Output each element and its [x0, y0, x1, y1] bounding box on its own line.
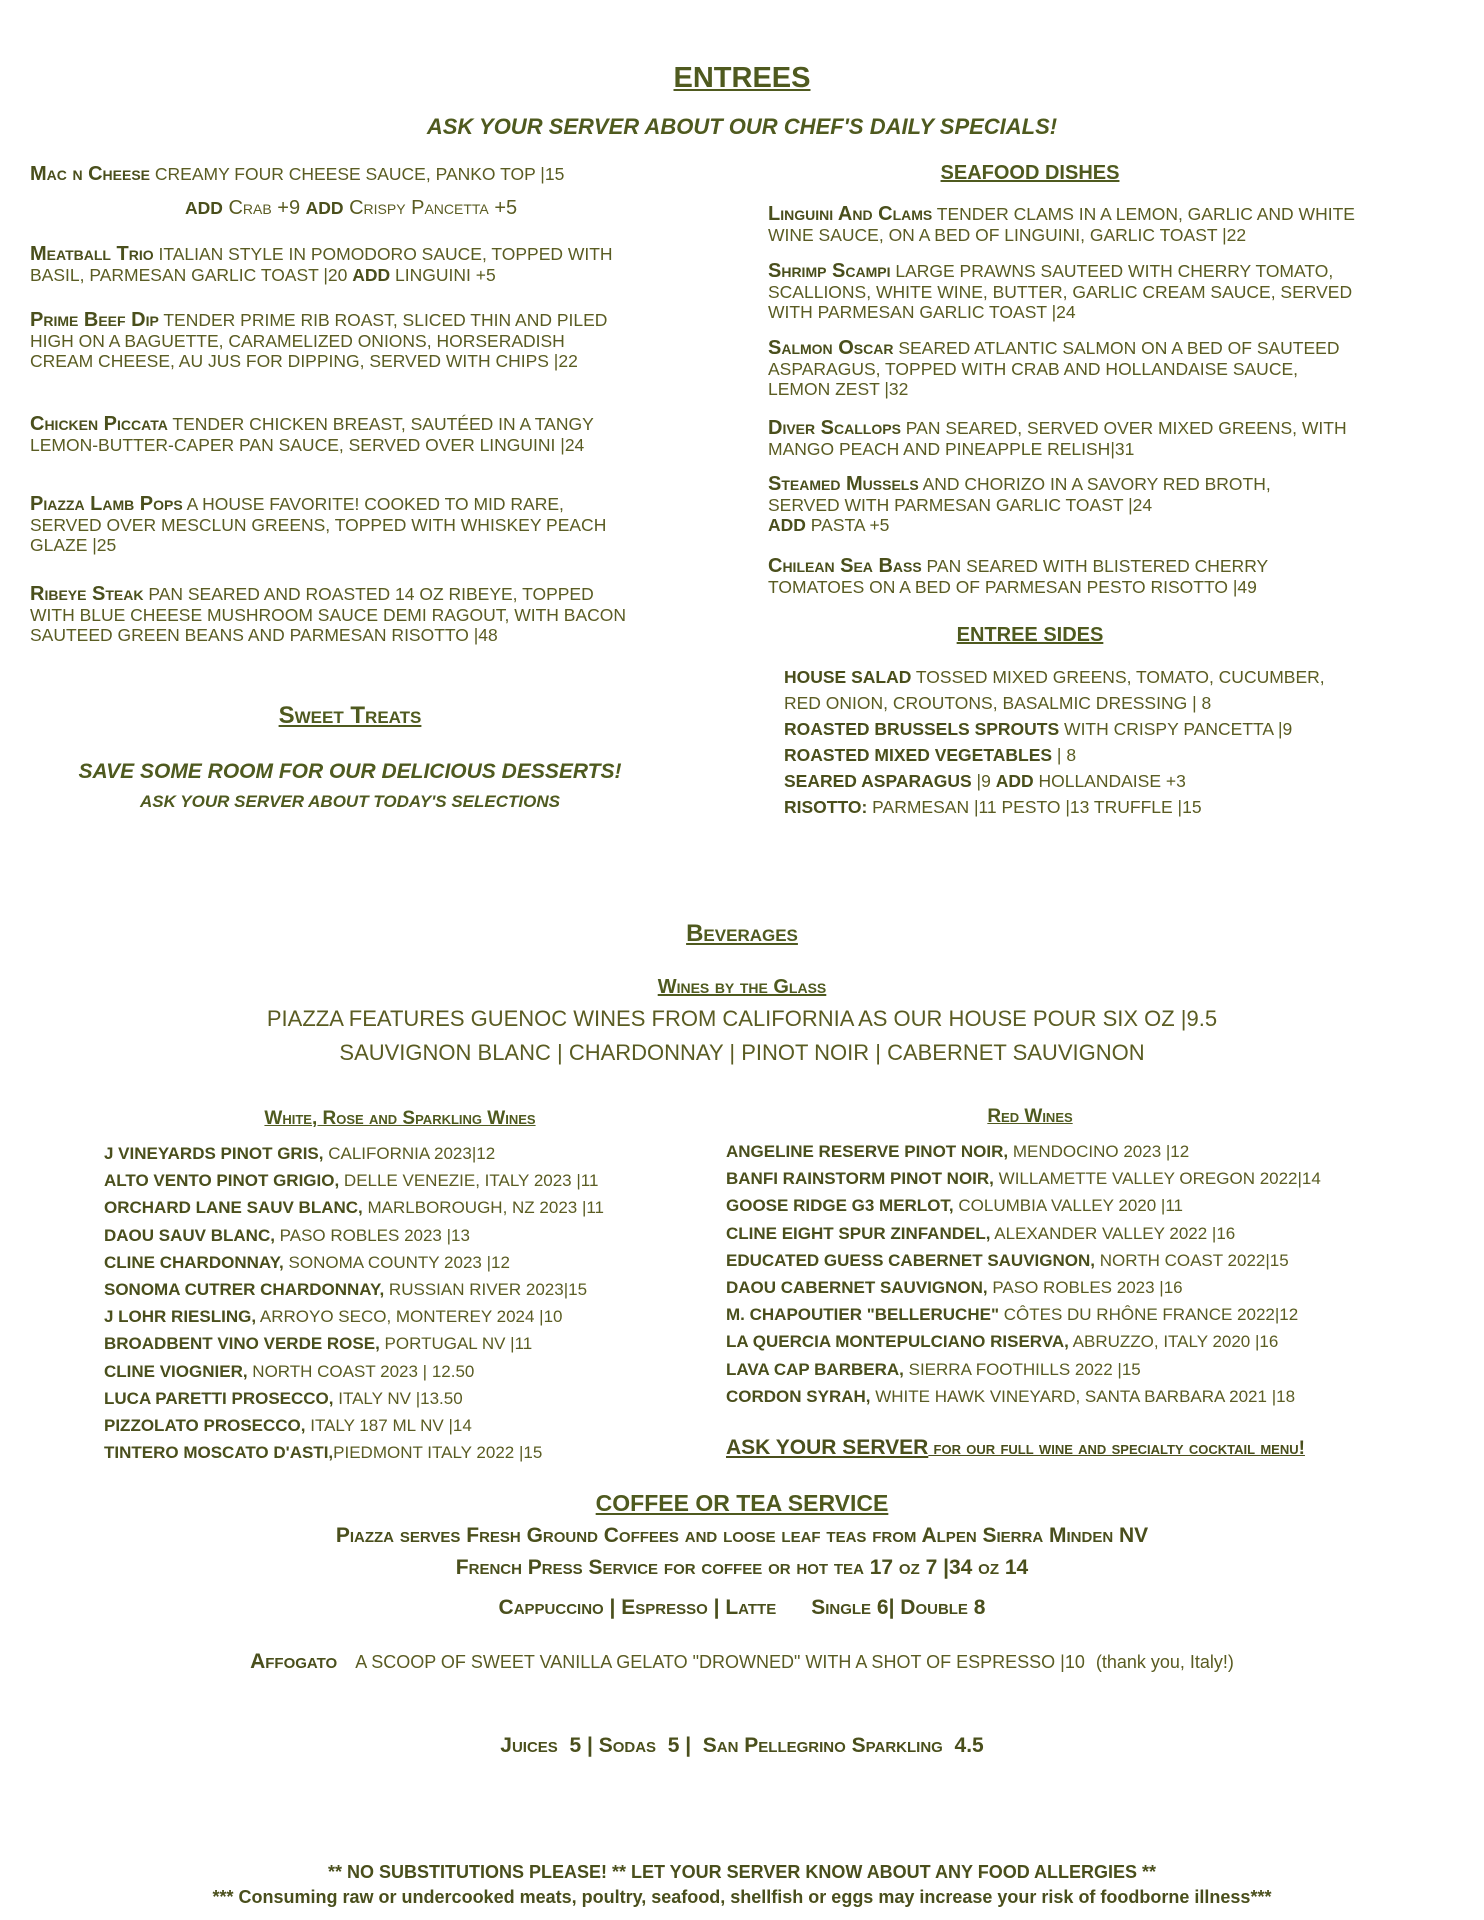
seafood-chilean-sea-bass: [768, 556, 1328, 597]
white_wines-row: [104, 1222, 744, 1249]
wine-desc: CALIFORNIA 2023|12: [323, 1144, 496, 1163]
wine-name: CORDON SYRAH,: [726, 1386, 871, 1406]
entree-prime-beef-dip: [30, 310, 630, 372]
entree-mac-n-cheese: [30, 164, 650, 185]
white_wines-row: [104, 1358, 744, 1385]
white_wines-row: [104, 1194, 744, 1221]
red_wines-row: [726, 1356, 1426, 1383]
mac-addons: [185, 198, 645, 219]
side-desc: | 8: [1052, 745, 1077, 765]
wine-desc: SONOMA COUNTY 2023 |12: [283, 1252, 510, 1272]
entree-desc: CREAMY FOUR CHEESE SAUCE, PANKO TOP |15: [150, 164, 565, 184]
addon-text: PASTA +5: [805, 515, 890, 535]
wine-desc: ITALY NV |13.50: [333, 1388, 463, 1408]
wine-name: DAOU SAUV BLANC,: [104, 1225, 275, 1245]
wine-desc: COLUMBIA VALLEY 2020 |11: [953, 1196, 1183, 1216]
wine-desc: MENDOCINO 2023 |12: [1008, 1142, 1190, 1161]
seafood-desc: TENDER CLAMS IN A LEMON, GARLIC AND WHITE WINE SAUCE, ON A BED OF LINGUINI, GARLIC TOAST |22: [768, 204, 1355, 245]
seafood-name: Chilean Sea Bass: [768, 555, 922, 577]
seafood-name: Shrimp Scampi: [768, 260, 891, 282]
entree-desc: TENDER CHICKEN BREAST, SAUTÉED IN A TANGY LEMON-BUTTER-CAPER PAN SAUCE, SERVED OVER LINGUINI |24: [30, 414, 594, 455]
seafood-name: Linguini And Clams: [768, 203, 933, 225]
red-wines-title: Red Wines: [987, 1106, 1073, 1127]
side-name: ROASTED MIXED VEGETABLES: [784, 745, 1053, 765]
red_wines-row: [726, 1138, 1426, 1165]
wine-desc: NORTH COAST 2022|15: [1095, 1250, 1289, 1270]
white_wines-row: [104, 1385, 744, 1412]
ask-server-text: for our full wine and specialty cocktail menu!: [928, 1438, 1305, 1459]
wine-desc: PORTUGAL NV |11: [379, 1334, 533, 1354]
wines-by-glass-title: Wines by the Glass: [657, 976, 827, 998]
ask-server-label: ASK YOUR SERVER: [726, 1436, 929, 1459]
sides-title: ENTREE SIDES: [956, 624, 1104, 646]
red_wines-row: [726, 1247, 1426, 1274]
coffee-line2: French Press Service for coffee or hot tea 17 oz 7 |34 oz 14: [455, 1556, 1029, 1579]
white_wines-row: [104, 1249, 744, 1276]
add-label: ADD: [768, 515, 806, 535]
entree-name: Meatball Trio: [30, 243, 154, 265]
white_wines-row: [104, 1303, 744, 1330]
entree-desc: PAN SEARED AND ROASTED 14 OZ RIBEYE, TOPPED WITH BLUE CHEESE MUSHROOM SAUCE DEMI RAGOUT, WITH BACON SAUTEED GREEN BEANS AND PARMESAN RISOTTO |48: [30, 584, 627, 645]
side-name: RISOTTO:: [784, 797, 868, 817]
wine-desc: SIERRA FOOTHILLS 2022 |15: [903, 1359, 1141, 1379]
white_wines-row: [104, 1140, 744, 1167]
red_wines-row: [726, 1165, 1426, 1192]
wine-name: TINTERO MOSCATO D'ASTI,: [104, 1443, 334, 1463]
side-name: SEARED ASPARAGUS: [784, 771, 972, 791]
wine-name: ORCHARD LANE SAUV BLANC,: [104, 1198, 363, 1218]
sweet-treats-line2: ASK YOUR SERVER ABOUT TODAY'S SELECTIONS: [140, 792, 560, 811]
entree-name: Ribeye Steak: [30, 583, 144, 605]
wine-desc: PASO ROBLES 2023 |13: [274, 1225, 470, 1245]
affogato-desc: A SCOOP OF SWEET VANILLA GELATO "DROWNED" WITH A SHOT OF ESPRESSO |10: [351, 1652, 1085, 1672]
addon-text: Crispy Pancetta +5: [343, 197, 518, 219]
entree-name: Chicken Piccata: [30, 413, 168, 435]
addon-text: HOLLANDAISE +3: [1033, 771, 1186, 791]
wine-desc: PIEDMONT ITALY 2022 |15: [333, 1443, 543, 1463]
side-risotto: [784, 794, 1364, 820]
red_wines-row: [726, 1274, 1426, 1301]
wine-name: CLINE CHARDONNAY,: [104, 1252, 284, 1272]
entrees-subtitle: ASK YOUR SERVER ABOUT OUR CHEF'S DAILY SPECIALS!: [426, 114, 1058, 139]
footer-line1: ** NO SUBSTITUTIONS PLEASE! ** LET YOUR SERVER KNOW ABOUT ANY FOOD ALLERGIES **: [327, 1862, 1157, 1882]
seafood-desc: LARGE PRAWNS SAUTEED WITH CHERRY TOMATO, SCALLIONS, WHITE WINE, BUTTER, GARLIC CREAM SAUCE, SERVED WITH PARMESAN GARLIC TOAST |24: [768, 261, 1353, 322]
wine-name: DAOU CABERNET SAUVIGNON,: [726, 1278, 988, 1298]
add-label: ADD: [185, 198, 223, 218]
wine-name: PIZZOLATO PROSECCO,: [104, 1416, 306, 1436]
red_wines-row: [726, 1192, 1426, 1219]
side-asparagus: [784, 768, 1364, 794]
coffee-line3: Cappuccino | Espresso | Latte Single 6| Double 8: [498, 1596, 986, 1619]
entree-piazza-lamb-pops: [30, 494, 640, 556]
white-wines-list: [104, 1140, 744, 1466]
add-label: ADD: [995, 771, 1034, 791]
entrees-title: ENTREES: [673, 62, 811, 94]
entree-name: Prime Beef Dip: [30, 309, 159, 331]
entree-meatball-trio: [30, 244, 630, 285]
seafood-desc: PAN SEARED WITH BLISTERED CHERRY TOMATOES ON A BED OF PARMESAN PESTO RISOTTO |49: [768, 556, 1268, 597]
wine-name: ANGELINE RESERVE PINOT NOIR,: [726, 1142, 1009, 1161]
house-varietals-line: SAUVIGNON BLANC | CHARDONNAY | PINOT NOIR | CABERNET SAUVIGNON: [339, 1040, 1145, 1065]
wine-name: J LOHR RIESLING,: [104, 1307, 257, 1327]
entree-name: Piazza Lamb Pops: [30, 493, 183, 515]
wine-name: GOOSE RIDGE G3 MERLOT,: [726, 1196, 954, 1216]
wine-desc: NORTH COAST 2023 | 12.50: [247, 1361, 475, 1381]
seafood-desc: AND CHORIZO IN A SAVORY RED BROTH, SERVED WITH PARMESAN GARLIC TOAST |24: [768, 474, 1271, 515]
affogato-line: [0, 1650, 1484, 1674]
red_wines-row: [726, 1301, 1426, 1328]
side-desc: TOSSED MIXED GREENS, TOMATO, CUCUMBER,: [911, 667, 1325, 687]
entree-chicken-piccata: [30, 414, 640, 455]
sweet-treats-line1: SAVE SOME ROOM FOR OUR DELICIOUS DESSERTS!: [78, 760, 622, 783]
entree-desc: A HOUSE FAVORITE! COOKED TO MID RARE, SERVED OVER MESCLUN GREENS, TOPPED WITH WHISKEY PEACH GLAZE |25: [30, 494, 607, 555]
seafood-name: Steamed Mussels: [768, 473, 919, 495]
wine-desc: CÔTES DU RHÔNE FRANCE 2022|12: [999, 1305, 1299, 1325]
sides-list: [784, 664, 1364, 820]
wine-name: EDUCATED GUESS CABERNET SAUVIGNON,: [726, 1250, 1095, 1270]
white_wines-row: [104, 1330, 744, 1357]
affogato-name: Affogato: [250, 1650, 338, 1673]
red-wines-list: [726, 1138, 1426, 1410]
red_wines-row: [726, 1383, 1426, 1410]
wine-name: BROADBENT VINO VERDE ROSE,: [104, 1334, 380, 1354]
wine-name: ALTO VENTO PINOT GRIGIO,: [104, 1171, 340, 1191]
white_wines-row: [104, 1167, 744, 1194]
side-mixed-veg: [784, 742, 1364, 768]
seafood-desc: SEARED ATLANTIC SALMON ON A BED OF SAUTEED ASPARAGUS, TOPPED WITH CRAB AND HOLLANDAISE SAUCE, LEMON ZEST |32: [768, 338, 1340, 399]
wine-name: CLINE VIOGNIER,: [104, 1361, 248, 1381]
beverages-title: Beverages: [686, 920, 798, 947]
wine-name: LUCA PARETTI PROSECCO,: [104, 1388, 334, 1408]
seafood-shrimp-scampi: [768, 261, 1358, 323]
white_wines-row: [104, 1412, 744, 1439]
seafood-desc: PAN SEARED, SERVED OVER MIXED GREENS, WITH MANGO PEACH AND PINEAPPLE RELISH|31: [768, 418, 1347, 459]
addon-text: LINGUINI +5: [390, 264, 496, 285]
coffee-line1: Piazza serves Fresh Ground Coffees and loose leaf teas from Alpen Sierra Minden NV: [335, 1524, 1149, 1547]
add-label: ADD: [352, 264, 391, 285]
wine-name: LAVA CAP BARBERA,: [726, 1359, 904, 1379]
wine-desc: ARROYO SECO, MONTEREY 2024 |10: [256, 1307, 563, 1327]
entree-desc: ITALIAN STYLE IN POMODORO SAUCE, TOPPED WITH BASIL, PARMESAN GARLIC TOAST |20: [30, 244, 613, 285]
side-house-salad-cont: [784, 690, 1364, 716]
wine-name: BANFI RAINSTORM PINOT NOIR,: [726, 1169, 994, 1189]
wine-desc: DELLE VENEZIE, ITALY 2023 |11: [339, 1171, 599, 1191]
house-pour-line: PIAZZA FEATURES GUENOC WINES FROM CALIFORNIA AS OUR HOUSE POUR SIX OZ |9.5: [266, 1006, 1218, 1031]
side-desc: PARMESAN |11 PESTO |13 TRUFFLE |15: [867, 797, 1202, 817]
seafood-linguini-clams: [768, 204, 1368, 245]
wine-desc: ALEXANDER VALLEY 2022 |16: [990, 1223, 1236, 1243]
wine-name: CLINE EIGHT SPUR ZINFANDEL,: [726, 1223, 991, 1243]
seafood-diver-scallops: [768, 418, 1358, 459]
side-desc: WITH CRISPY PANCETTA |9: [1059, 719, 1293, 739]
side-name: ROASTED BRUSSELS SPROUTS: [784, 719, 1060, 739]
white_wines-row: [104, 1439, 744, 1466]
wine-desc: ABRUZZO, ITALY 2020 |16: [1068, 1332, 1279, 1352]
wine-name: SONOMA CUTRER CHARDONNAY,: [104, 1280, 385, 1300]
seafood-salmon-oscar: [768, 338, 1358, 400]
drinks-line: Juices 5 | Sodas 5 | San Pellegrino Sparkling 4.5: [500, 1734, 984, 1757]
ask-server-note: [726, 1436, 1466, 1460]
wine-name: LA QUERCIA MONTEPULCIANO RISERVA,: [726, 1332, 1069, 1352]
sweet-treats-title: Sweet Treats: [278, 702, 422, 729]
wine-desc: WHITE HAWK VINEYARD, SANTA BARBARA 2021 |18: [870, 1386, 1296, 1406]
side-desc: RED ONION, CROUTONS, BASALMIC DRESSING | 8: [784, 693, 1212, 713]
seafood-name: Salmon Oscar: [768, 337, 894, 359]
footer-line2: *** Consuming raw or undercooked meats, poultry, seafood, shellfish or eggs may increase your risk of foodborne illness***: [212, 1887, 1272, 1907]
side-brussels: [784, 716, 1364, 742]
seafood-name: Diver Scallops: [768, 417, 901, 439]
white-wines-title: White, Rose and Sparkling Wines: [264, 1108, 536, 1129]
affogato-note: (thank you, Italy!): [1090, 1652, 1234, 1672]
coffee-title: COFFEE OR TEA SERVICE: [595, 1490, 889, 1516]
side-name: HOUSE SALAD: [784, 667, 912, 687]
side-house-salad: [784, 664, 1364, 690]
wine-desc: PASO ROBLES 2023 |16: [987, 1278, 1183, 1298]
wine-desc: RUSSIAN RIVER 2023|15: [384, 1280, 588, 1300]
add-label: ADD: [305, 198, 344, 218]
red_wines-row: [726, 1328, 1426, 1355]
wine-name: M. CHAPOUTIER "BELLERUCHE": [726, 1305, 1000, 1325]
seafood-steamed-mussels: [768, 474, 1328, 536]
wine-desc: WILLAMETTE VALLEY OREGON 2022|14: [993, 1169, 1321, 1189]
wine-desc: ITALY 187 ML NV |14: [305, 1416, 472, 1436]
wine-desc: MARLBOROUGH, NZ 2023 |11: [362, 1198, 605, 1218]
entree-desc: TENDER PRIME RIB ROAST, SLICED THIN AND PILED HIGH ON A BAGUETTE, CARAMELIZED ONIONS, HORSERADISH CREAM CHEESE, AU JUS FOR DIPPING, SERVED WITH CHIPS |22: [30, 310, 608, 371]
addon-text: Crab +9: [222, 197, 306, 219]
red_wines-row: [726, 1220, 1426, 1247]
side-desc: |9: [971, 771, 996, 791]
entree-name: Mac n Cheese: [30, 163, 151, 185]
entree-ribeye-steak: [30, 584, 630, 646]
wine-name: J VINEYARDS PINOT GRIS,: [104, 1144, 324, 1163]
white_wines-row: [104, 1276, 744, 1303]
seafood-title: SEAFOOD DISHES: [940, 162, 1120, 184]
